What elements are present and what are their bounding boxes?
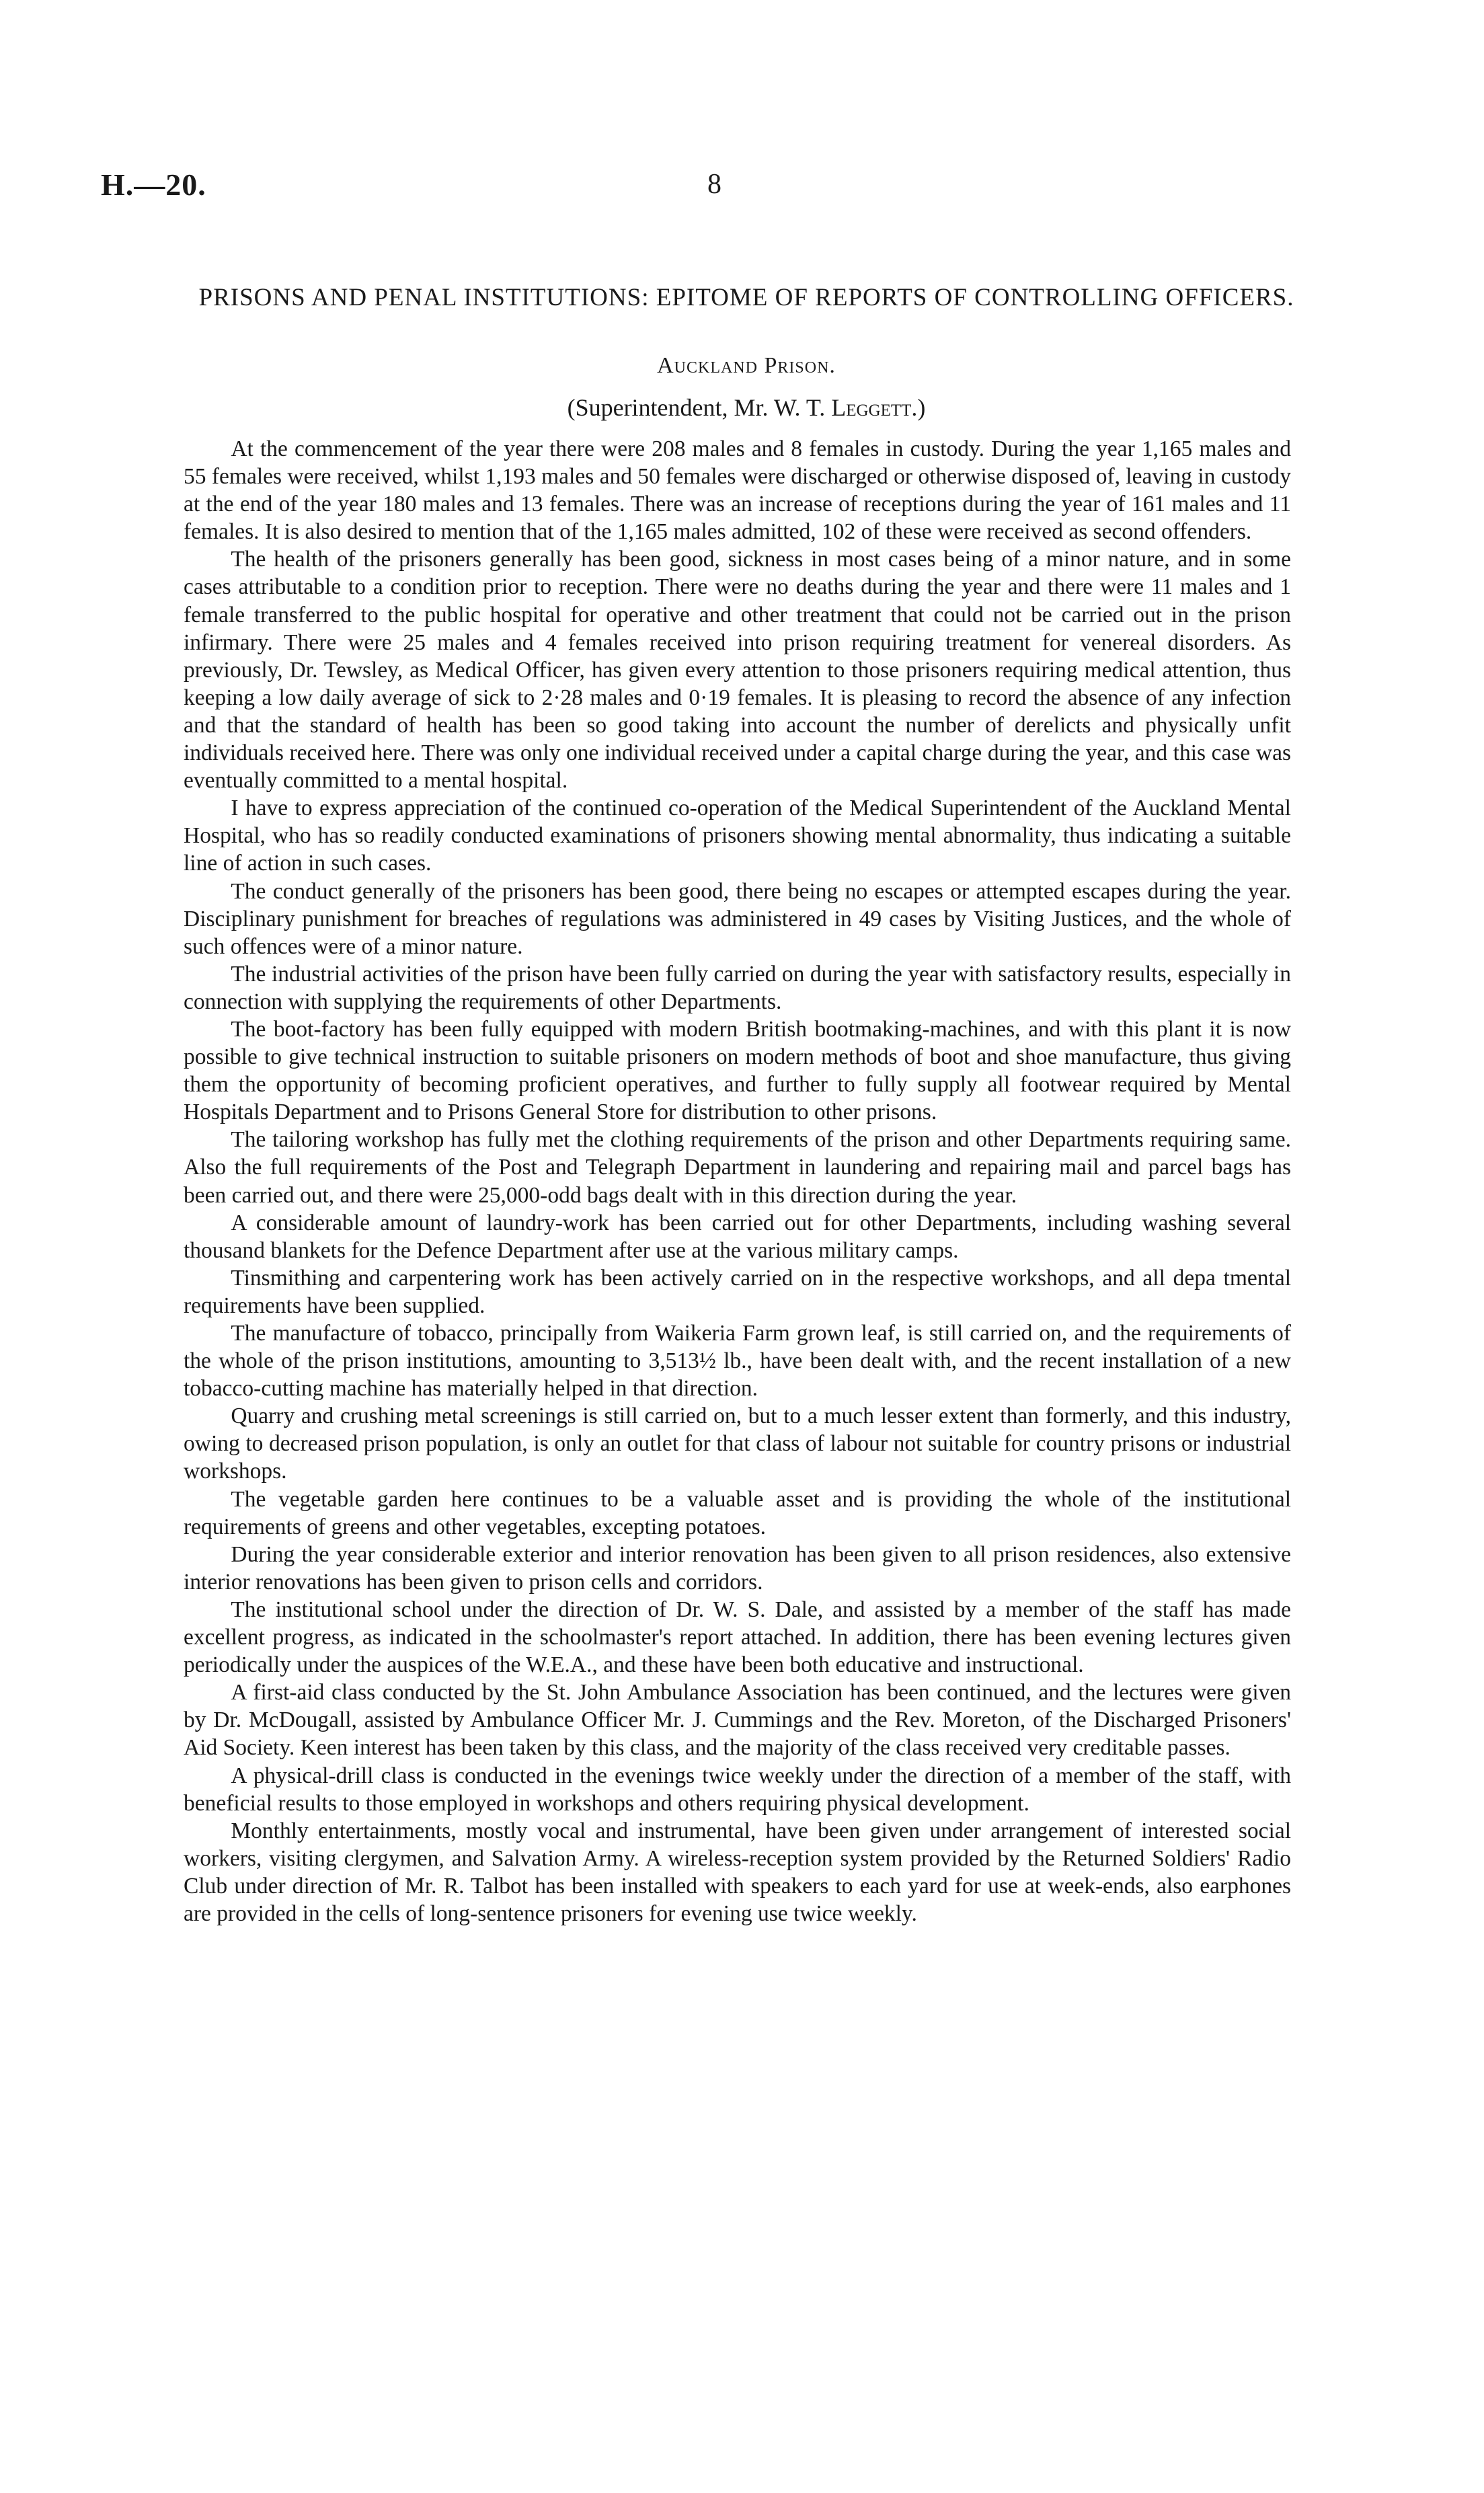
paragraph-physical-drill: A physical-drill class is conducted in the evenings twice weekly under the direction of a member of the staff, with beneficial results to those employed in workshops and others requiring physical development. <box>184 1763 1291 1816</box>
superintendent-suffix: .) <box>911 394 926 421</box>
paragraph-garden: The vegetable garden here continues to be a valuable asset and is providing the whole of the institutional requirements of greens and other vegetables, excepting potatoes. <box>184 1486 1291 1539</box>
paragraph-custody: At the commencement of the year there were 208 males and 8 females in custody. During the year 1,165 males and 55 females were received, whilst 1,193 males and 50 females were discharged or otherwise disposed of, leaving in custody at the end of the year 180 males and 13 females. There was an increase of receptions during the year of 161 males and 11 females. It is also desired to mention that of the 1,165 males admitted, 102 of these were received as second offenders. <box>184 436 1291 545</box>
paragraph-first-aid: A first-aid class conducted by the St. John Ambulance Association has been continued, and the lectures were given by Dr. McDougall, assisted by Ambulance Officer Mr. J. Cummings and the Rev. Moreton, of the Discharged Prisoners' Aid Society. Keen interest has been taken by this class, and the majority of the class received very creditable passes. <box>184 1680 1291 1761</box>
superintendent-name: Leggett <box>831 394 912 421</box>
paragraph-tobacco: The manufacture of tobacco, principally from Waikeria Farm grown leaf, is still carried on, and the requirements of the whole of the prison institutions, amounting to 3,513½ lb., have been dealt with, and the recent installation of a new tobacco-cutting machine has materially helped in that direction. <box>184 1321 1291 1402</box>
paragraph-school: The institutional school under the direction of Dr. W. S. Dale, and assisted by a member of the staff has made excellent progress, as indicated in the schoolmaster's report attached. In addition, there has been evening lectures given periodically under the auspices of the W.E.A., and these have been both educative and instructional. <box>184 1597 1291 1678</box>
paragraph-renovation: During the year considerable exterior and interior renovation has been given to all prison residences, also extensive interior renovations has been given to prison cells and corridors. <box>184 1541 1291 1595</box>
paragraph-tinsmithing: Tinsmithing and carpentering work has been actively carried on in the respective workshops, and all depa tmental requirements have been supplied. <box>184 1265 1291 1318</box>
paragraph-quarry: Quarry and crushing metal screenings is still carried on, but to a much lesser extent than formerly, and this industry, owing to decreased prison population, is only an outlet for that class of labour not suitable for country prisons or industrial workshops. <box>184 1404 1291 1484</box>
page-reference: H.—20. <box>101 167 206 202</box>
paragraph-entertainment: Monthly entertainments, mostly vocal and instrumental, have been given under arrangement of interested social workers, visiting clergymen, and Salvation Army. A wireless-reception system provided by the Returned Soldiers' Radio Club under direction of Mr. R. Talbot has been installed with speakers to each yard for use at week-ends, also earphones are provided in the cells of long-sentence prisoners for evening use twice weekly. <box>184 1818 1291 1926</box>
paragraph-health: The health of the prisoners generally has been good, sickness in most cases being of a minor nature, and in some cases attributable to a condition prior to reception. There were no deaths during the year and there were 11 males and 1 female transferred to the public hospital for operative and other treatment that could not be carried out in the prison infirmary. There were 25 males and 4 females received into prison requiring treatment for venereal disorders. As previously, Dr. Tewsley, as Medical Officer, has given every attention to those prisoners requiring medical attention, thus keeping a low daily average of sick to 2·28 males and 0·19 females. It is pleasing to record the absence of any infection and that the standard of health has been so good taking into account the number of derelicts and physically unfit individuals received here. There was only one individual received under a capital charge during the year, and this case was eventually committed to a mental hospital. <box>184 547 1291 794</box>
section-heading: Auckland Prison. <box>657 353 836 378</box>
page-number: 8 <box>707 169 721 200</box>
paragraph-boot-factory: The boot-factory has been fully equipped with modern British bootmaking-machines, and with this plant it is now possible to give technical instruction to suitable prisoners on modern methods of boot and shoe manufacture, thus giving them the opportunity of becoming proficient operatives, and further to fully supply all footwear required by Mental Hospitals Department and to Prisons General Store for distribution to other prisons. <box>184 1016 1291 1125</box>
paragraph-industrial: The industrial activities of the prison have been fully carried on during the year with satisfactory results, especially in connection with supplying the requirements of other Departments. <box>184 961 1291 1014</box>
paragraph-laundry: A considerable amount of laundry-work has been carried out for other Departments, including washing several thousand blankets for the Defence Department after use at the various military camps. <box>184 1210 1291 1263</box>
superintendent-line <box>168 393 1325 422</box>
paragraph-mental-hospital: I have to express appreciation of the continued co-operation of the Medical Superintendent of the Auckland Mental Hospital, who has so readily conducted examinations of prisoners showing mental abnormality, thus indicating a suitable line of action in such cases. <box>184 796 1291 876</box>
document-title: PRISONS AND PENAL INSTITUTIONS: EPITOME OF REPORTS OF CONTROLLING OFFICERS. <box>198 284 1294 311</box>
paragraph-conduct: The conduct generally of the prisoners has been good, there being no escapes or attempted escapes during the year. Disciplinary punishment for breaches of regulations was administered in 49 cases by Visiting Justices, and the whole of such offences were of a minor nature. <box>184 878 1291 959</box>
paragraph-tailoring: The tailoring workshop has fully met the clothing requirements of the prison and other Departments requiring same. Also the full requirements of the Post and Telegraph Department in laundering and repairing mail and parcel bags has been carried out, and there were 25,000-odd bags dealt with in this direction during the year. <box>184 1127 1291 1208</box>
superintendent-prefix: (Superintendent, Mr. W. T. <box>567 394 832 421</box>
report-body <box>184 435 1291 1927</box>
